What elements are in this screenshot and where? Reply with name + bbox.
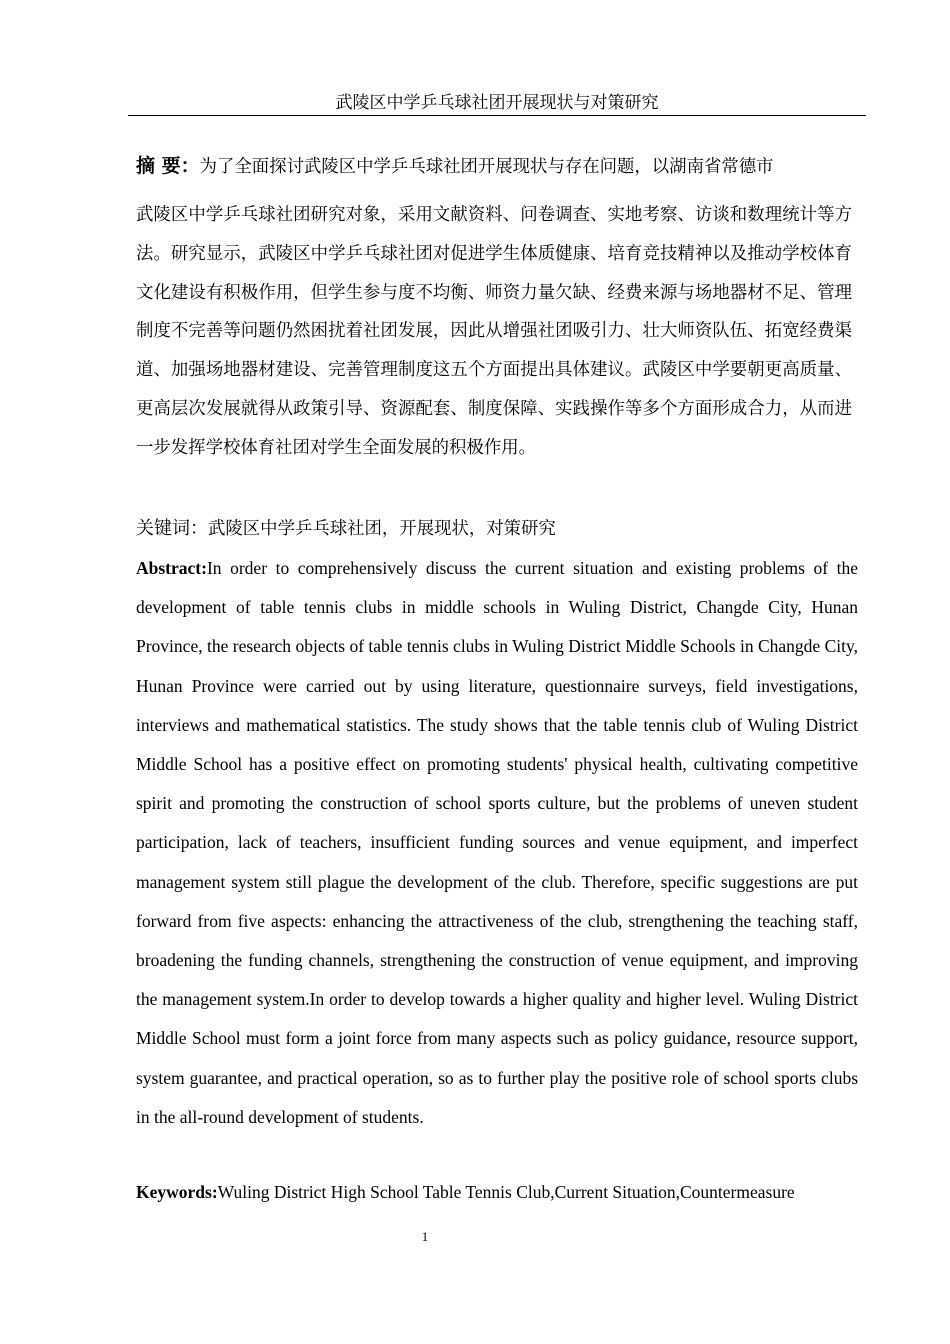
abstract-cn-first-text: 为了全面探讨武陵区中学乒乓球社团开展现状与存在问题，以湖南省常德市 [199,157,774,177]
running-header: 武陵区中学乒乓球社团开展现状与对策研究 [335,93,659,113]
abstract-cn-body: 武陵区中学乒乓球社团研究对象，采用文献资料、问卷调查、实地考察、访谈和数理统计等方法。研究显示，武陵区中学乒乓球社团对促进学生体质健康、培育竞技精神以及推动学校体育文化建设有积极作用，但学生参与度不均衡、师资力量欠缺、经费来源与场地器材不足、管理制度不完善等问题仍然困扰着社团发展，因此从增强社团吸引力、壮大师资队伍、拓宽经费渠道、加强场地器材建设、完善管理制度这五个方面提出具体建议。武陵区中学要朝更高质量、更高层次发展就得从政策引导、资源配套、制度保障、实践操作等多个方面形成合力，从而进一步发挥学校体育社团对学生全面发展的积极作用。 [136,205,852,458]
abstract-cn-label: 摘 要： [136,155,200,177]
abstract-en-text: In order to comprehensively discuss the current situation and existing problems of the development of table tennis clubs in middle schools in Wuling District, Changde City, Hunan Province, the research objects of table tennis clubs in Wuling District Middle Schools in Changde City, Hunan Province were carried out by using literature, questionnaire surveys, field investigations, interviews and mathematical statistics. The study shows that the table tennis club of Wuling District Middle School has a positive effect on promoting students' physical health, cultivating competitive spirit and promoting the construction of school sports culture, but the problems of uneven student participation, lack of teachers, insufficient funding sources and venue equipment, and imperfect management system still plague the development of the club. Therefore, specific suggestions are put forward from five aspects: enhancing the attractiveness of the club, strengthening the teaching staff, broadening the funding channels, strengthening the construction of venue equipment, and improving the management system.In order to develop towards a higher quality and higher level. Wuling District Middle School must form a joint force from many aspects such as policy guidance, resource support, system guarantee, and practical operation, so as to further play the positive role of school sports clubs in the all-round development of students. [136,558,858,1127]
keywords-cn [136,514,852,544]
abstract-en-label: Abstract: [136,558,207,578]
keywords-en [136,1178,876,1206]
page-number: 1 [421,1229,429,1244]
header-rule [128,115,866,116]
keywords-en-text: Wuling District High School Table Tennis Club,Current Situation,Countermeasure [217,1182,795,1202]
keywords-en-label: Keywords: [136,1182,218,1202]
abstract-en [136,549,858,1137]
abstract-cn-first-line [136,150,852,183]
keywords-cn-text: 武陵区中学乒乓球社团，开展现状，对策研究 [208,519,556,539]
keywords-cn-label: 关键词： [136,518,208,539]
